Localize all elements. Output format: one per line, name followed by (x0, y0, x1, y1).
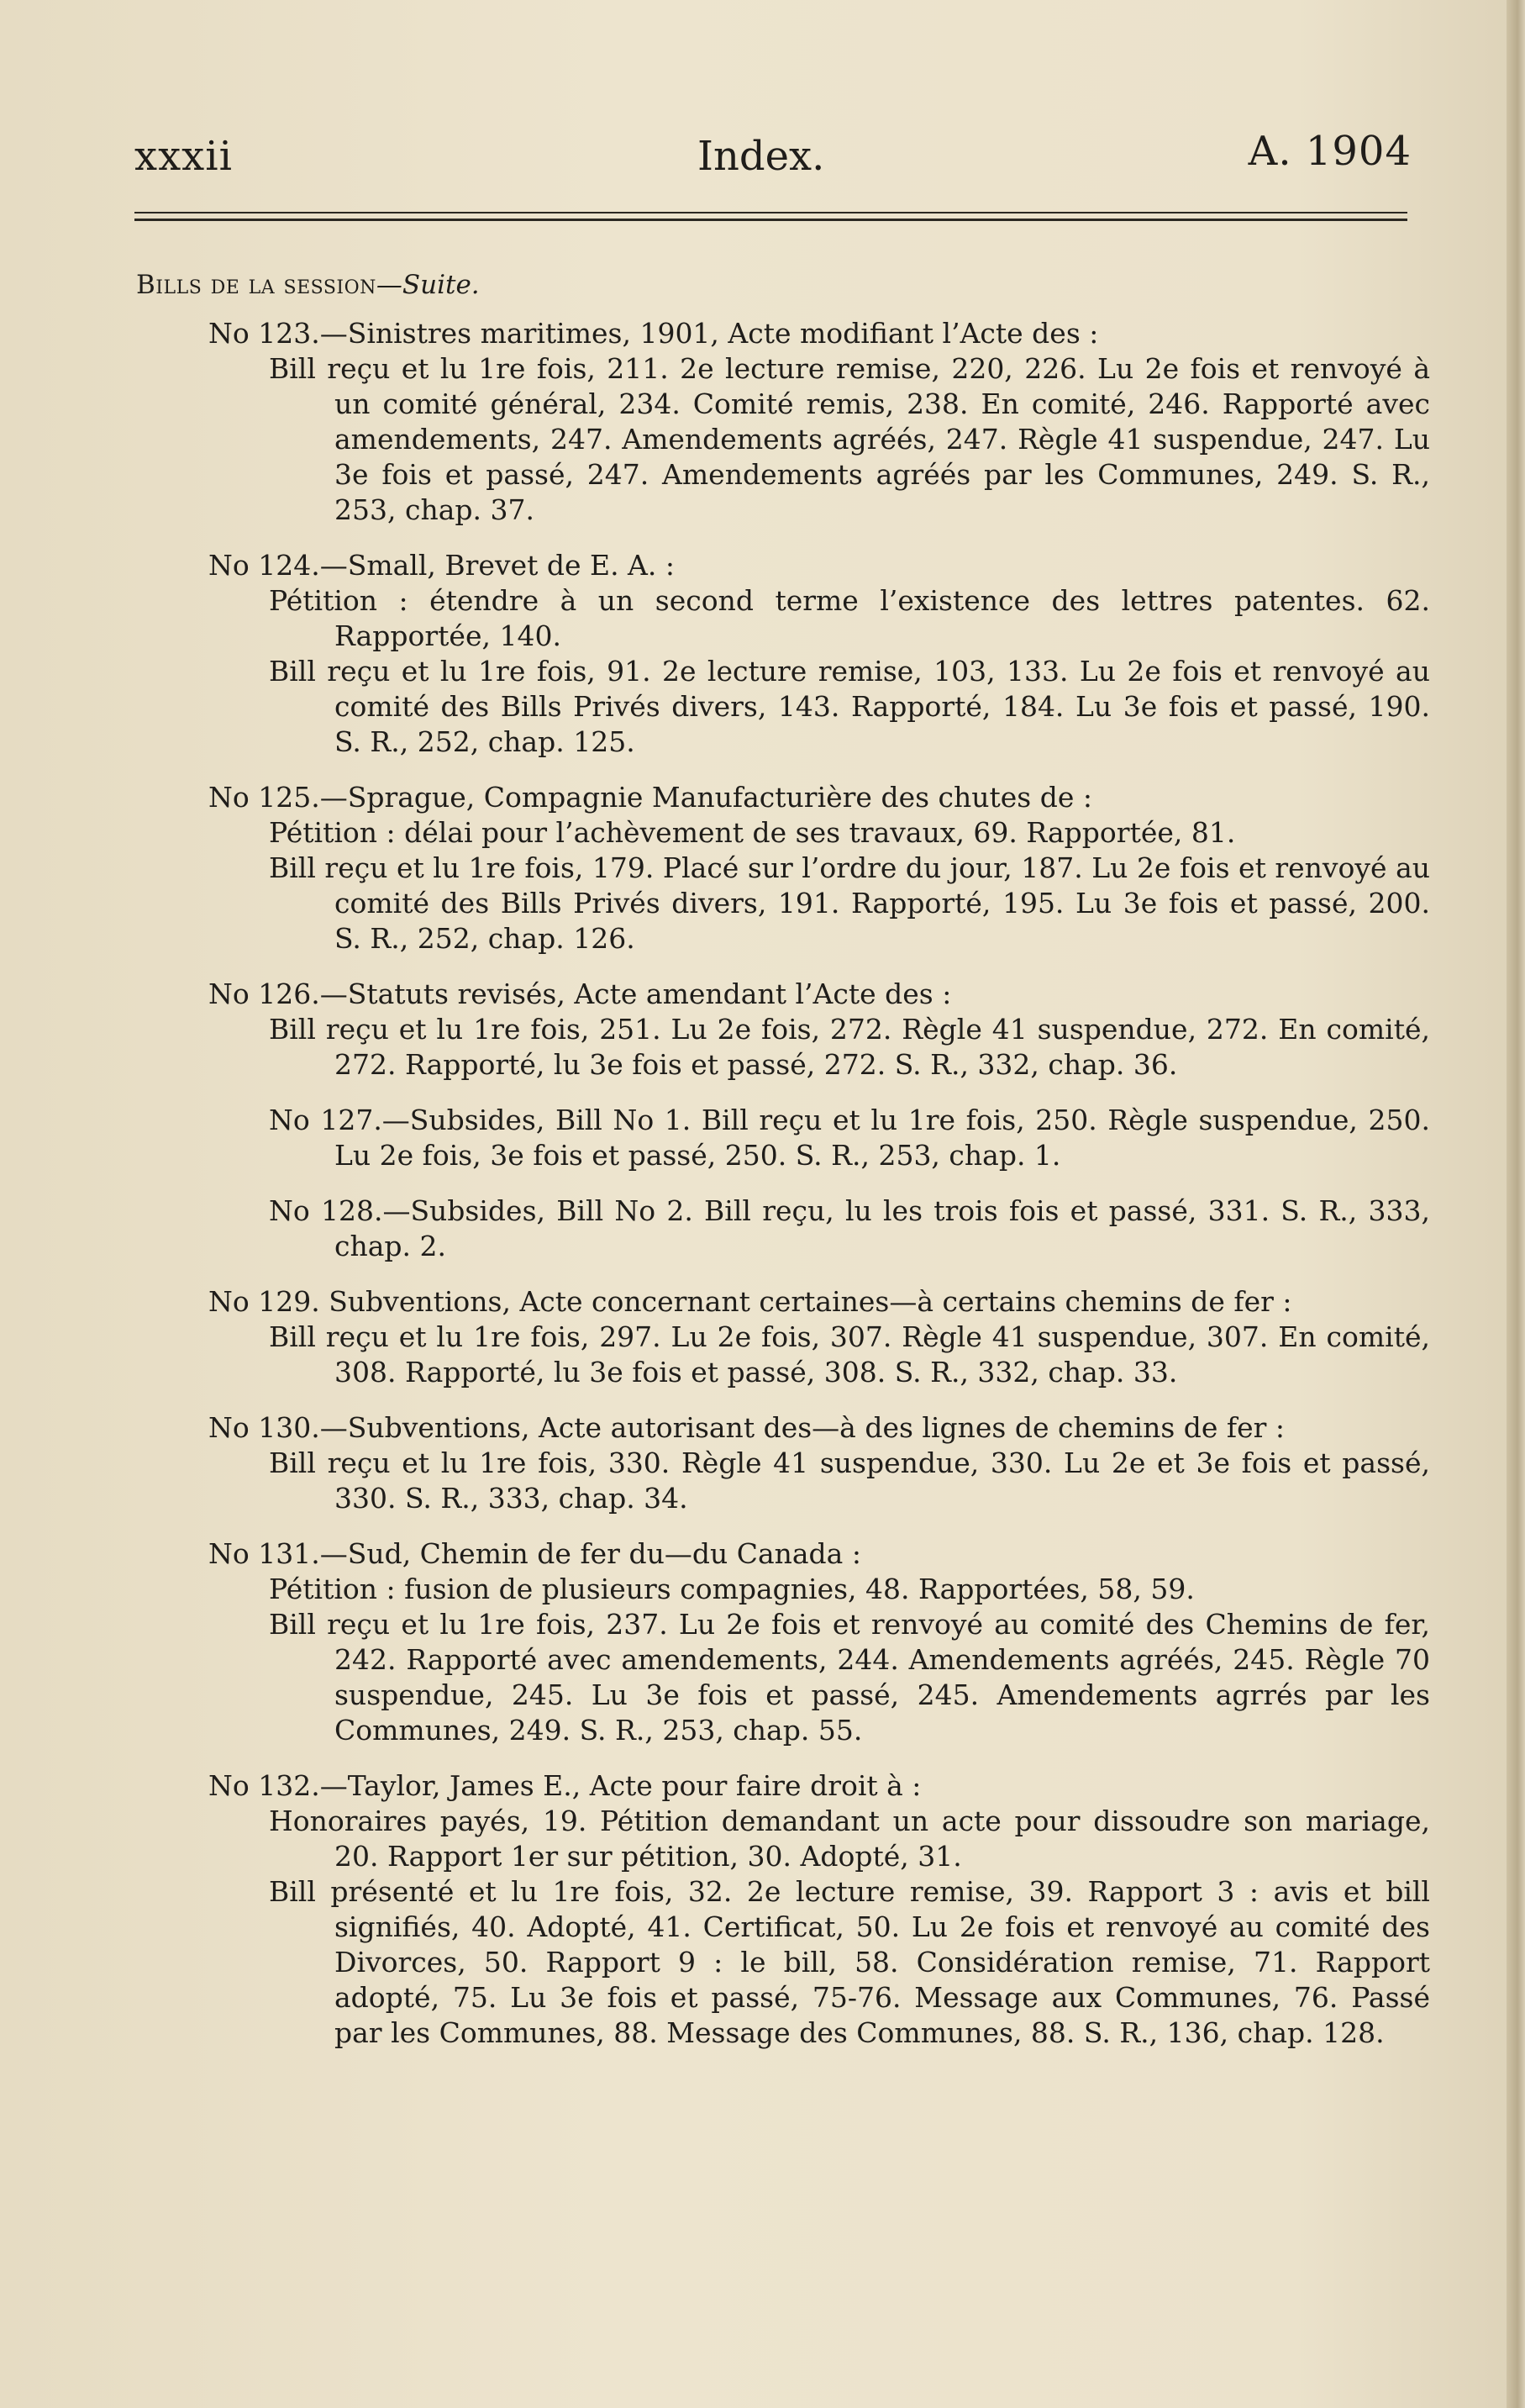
index-entry (136, 548, 1430, 760)
index-entry (136, 1193, 1430, 1264)
index-entry (136, 1284, 1430, 1390)
entry-line: Pétition : délai pour l’achèvement de ses travaux, 69. Rapportée, 81. (269, 816, 1236, 849)
page-year: A. 1904 (1248, 128, 1412, 175)
entry-line: Bill reçu et lu 1re fois, 251. Lu 2e fois, 272. Règle 41 suspendue, 272. En comité, 272. Rapporté, lu 3e fois et passé, 272. S. R., 332, chap. 36. (269, 1013, 1430, 1081)
index-entry (136, 316, 1430, 528)
page-number: xxxii (134, 133, 233, 180)
entry-line: Pétition : fusion de plusieurs compagnies, 48. Rapportées, 58, 59. (269, 1573, 1195, 1605)
entry-line: Bill reçu et lu 1re fois, 237. Lu 2e fois et renvoyé au comité des Chemins de fer, 242. Rapporté avec amendements, 244. Amendements agréés, 245. Règle 70 suspendue, 245. Lu 3e fois et passé, 245. Amendements agrrés par les Communes, 249. S. R., 253, chap. 55. (269, 1608, 1430, 1747)
index-entry (136, 1103, 1430, 1173)
entry-line: Pétition : étendre à un second terme l’existence des lettres patentes. 62. Rapportée, 140. (269, 584, 1430, 652)
entry-line: Bill reçu et lu 1re fois, 297. Lu 2e fois, 307. Règle 41 suspendue, 307. En comité, 308. Rapporté, lu 3e fois et passé, 308. S. R., 332, chap. 33. (269, 1320, 1430, 1388)
entry-line: Bill reçu et lu 1re fois, 179. Placé sur l’ordre du jour, 187. Lu 2e fois et renvoyé au comité des Bills Privés divers, 191. Rapporté, 195. Lu 3e fois et passé, 200. S. R., 252, chap. 126. (269, 851, 1430, 955)
entry-heading: No 129. Subventions, Acte concernant certaines—à certains chemins de fer : (208, 1285, 1292, 1318)
page-header (134, 128, 1412, 200)
entry-heading: No 125.—Sprague, Compagnie Manufacturière des chutes de : (208, 781, 1092, 814)
entry-heading: No 126.—Statuts revisés, Acte amendant l’Acte des : (208, 977, 952, 1010)
entry-line: No 128.—Subsides, Bill No 2. Bill reçu, lu les trois fois et passé, 331. S. R., 333, chap. 2. (269, 1194, 1430, 1262)
entry-line: Bill reçu et lu 1re fois, 91. 2e lecture remise, 103, 133. Lu 2e fois et renvoyé au comité des Bills Privés divers, 143. Rapporté, 184. Lu 3e fois et passé, 190. S. R., 252, chap. 125. (269, 655, 1430, 758)
entry-heading: No 131.—Sud, Chemin de fer du—du Canada : (208, 1537, 861, 1570)
entry-line: Bill présenté et lu 1re fois, 32. 2e lecture remise, 39. Rapport 3 : avis et bill signifiés, 40. Adopté, 41. Certificat, 50. Lu 2e fois et renvoyé au comité des Divorces, 50. Rapport 9 : le bill, 58. Considération remise, 71. Rapport adopté, 75. Lu 3e fois et passé, 75-76. Message aux Communes, 76. Passé par les Communes, 88. Message des Communes, 88. S. R., 136, chap. 128. (269, 1875, 1430, 2049)
entry-heading: No 130.—Subventions, Acte autorisant des—à des lignes de chemins de fer : (208, 1411, 1286, 1444)
section-title (136, 267, 1430, 303)
index-entry (136, 780, 1430, 956)
entry-heading: No 124.—Small, Brevet de E. A. : (208, 549, 675, 582)
index-entry (136, 1768, 1430, 2051)
entry-line: Bill reçu et lu 1re fois, 211. 2e lecture remise, 220, 226. Lu 2e fois et renvoyé à un comité général, 234. Comité remis, 238. En comité, 246. Rapporté avec amendements, 247. Amendements agréés, 247. Règle 41 suspendue, 247. Lu 3e fois et passé, 247. Amendements agréés par les Communes, 249. S. R., 253, chap. 37. (269, 352, 1430, 526)
index-entry (136, 977, 1430, 1083)
entry-heading: No 132.—Taylor, James E., Acte pour faire droit à : (208, 1769, 922, 1802)
page-title: Index. (697, 133, 825, 180)
entry-heading: No 123.—Sinistres maritimes, 1901, Acte modifiant l’Acte des : (208, 317, 1099, 350)
section-title-suffix: —Suite. (376, 270, 480, 300)
book-spine-edge (1507, 0, 1525, 2408)
index-entry (136, 1410, 1430, 1516)
index-content (136, 267, 1430, 2071)
entry-list (136, 316, 1430, 2051)
entry-line: Bill reçu et lu 1re fois, 330. Règle 41 suspendue, 330. Lu 2e et 3e fois et passé, 330. S. R., 333, chap. 34. (269, 1446, 1430, 1515)
header-rule (134, 212, 1407, 221)
header-rule-thin (134, 212, 1407, 213)
index-entry (136, 1536, 1430, 1748)
section-title-main: Bills de la session (136, 270, 376, 300)
entry-line: No 127.—Subsides, Bill No 1. Bill reçu et lu 1re fois, 250. Règle suspendue, 250. Lu 2e fois, 3e fois et passé, 250. S. R., 253, chap. 1. (269, 1104, 1430, 1172)
header-rule-thick (134, 219, 1407, 221)
entry-line: Honoraires payés, 19. Pétition demandant un acte pour dissoudre son mariage, 20. Rapport 1er sur pétition, 30. Adopté, 31. (269, 1805, 1430, 1873)
